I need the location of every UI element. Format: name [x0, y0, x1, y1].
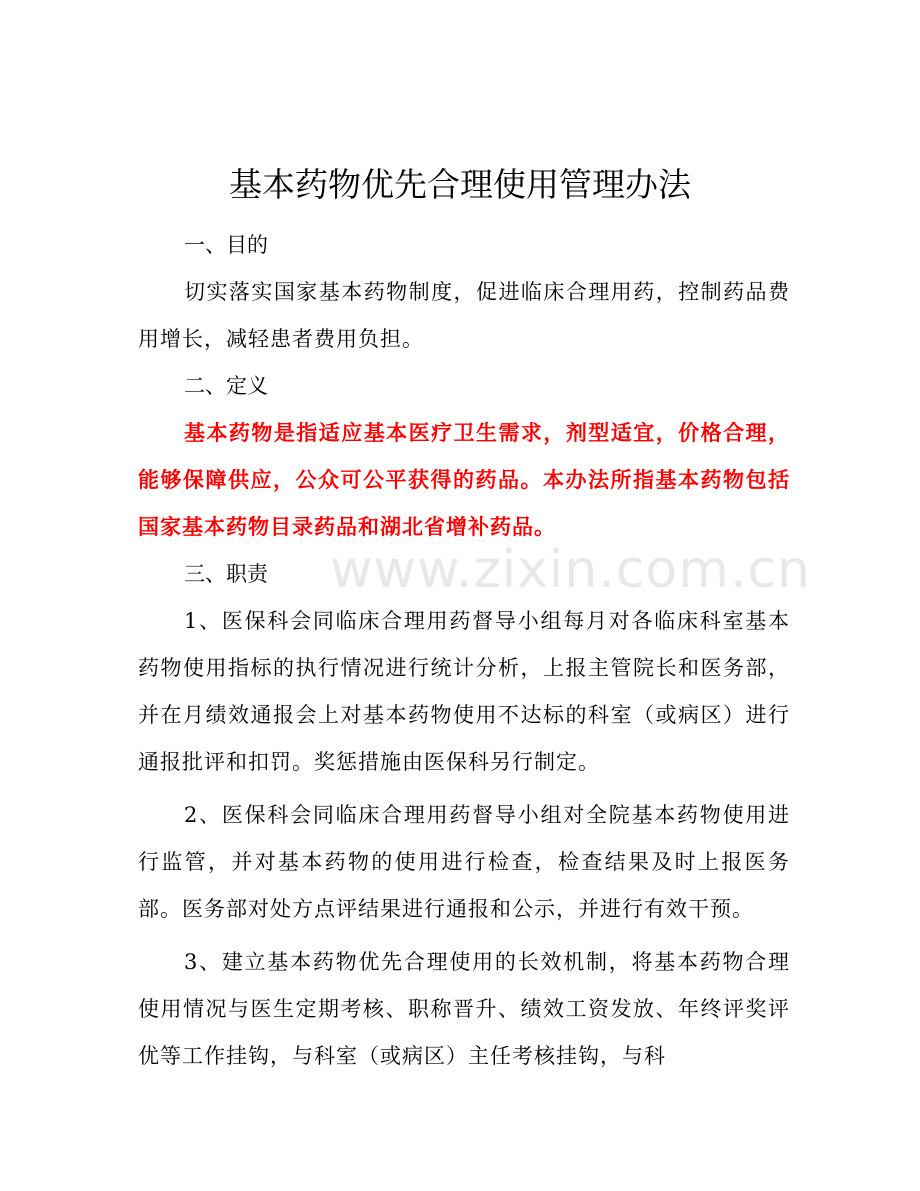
- section-heading-responsibilities: 三、职责: [184, 562, 268, 586]
- paragraph-responsibility-3: 3、建立基本药物优先合理使用的长效机制，将基本药物合理使用情况与医生定期考核、职称晋升、绩效工资发放、年终评奖评优等工作挂钩，与科室（或病区）主任考核挂钩，与科: [138, 950, 790, 1068]
- paragraph-definition-highlighted: 基本药物是指适应基本医疗卫生需求，剂型适宜，价格合理，能够保障供应，公众可公平获得的药品。本办法所指基本药物包括国家基本药物目录药品和湖北省增补药品。: [138, 421, 790, 539]
- section-heading-purpose: 一、目的: [184, 233, 268, 257]
- document-body: [138, 222, 811, 1080]
- section-heading-definition: 二、定义: [184, 374, 268, 398]
- paragraph-purpose: 切实落实国家基本药物制度，促进临床合理用药，控制药品费用增长，减轻患者费用负担。: [138, 280, 790, 351]
- paragraph-responsibility-2: 2、医保科会同临床合理用药督导小组对全院基本药物使用进行监管，并对基本药物的使用进行检查，检查结果及时上报医务部。医务部对处方点评结果进行通报和公示，并进行有效干预。: [138, 803, 790, 921]
- paragraph-responsibility-1: 1、医保科会同临床合理用药督导小组每月对各临床科室基本药物使用指标的执行情况进行统计分析，上报主管院长和医务部，并在月绩效通报会上对基本药物使用不达标的科室（或病区）进行通报批评和扣罚。奖惩措施由医保科另行制定。: [138, 609, 790, 774]
- document-title: 基本药物优先合理使用管理办法: [229, 165, 691, 204]
- watermark-text: www.zixin.com.cn: [330, 540, 811, 600]
